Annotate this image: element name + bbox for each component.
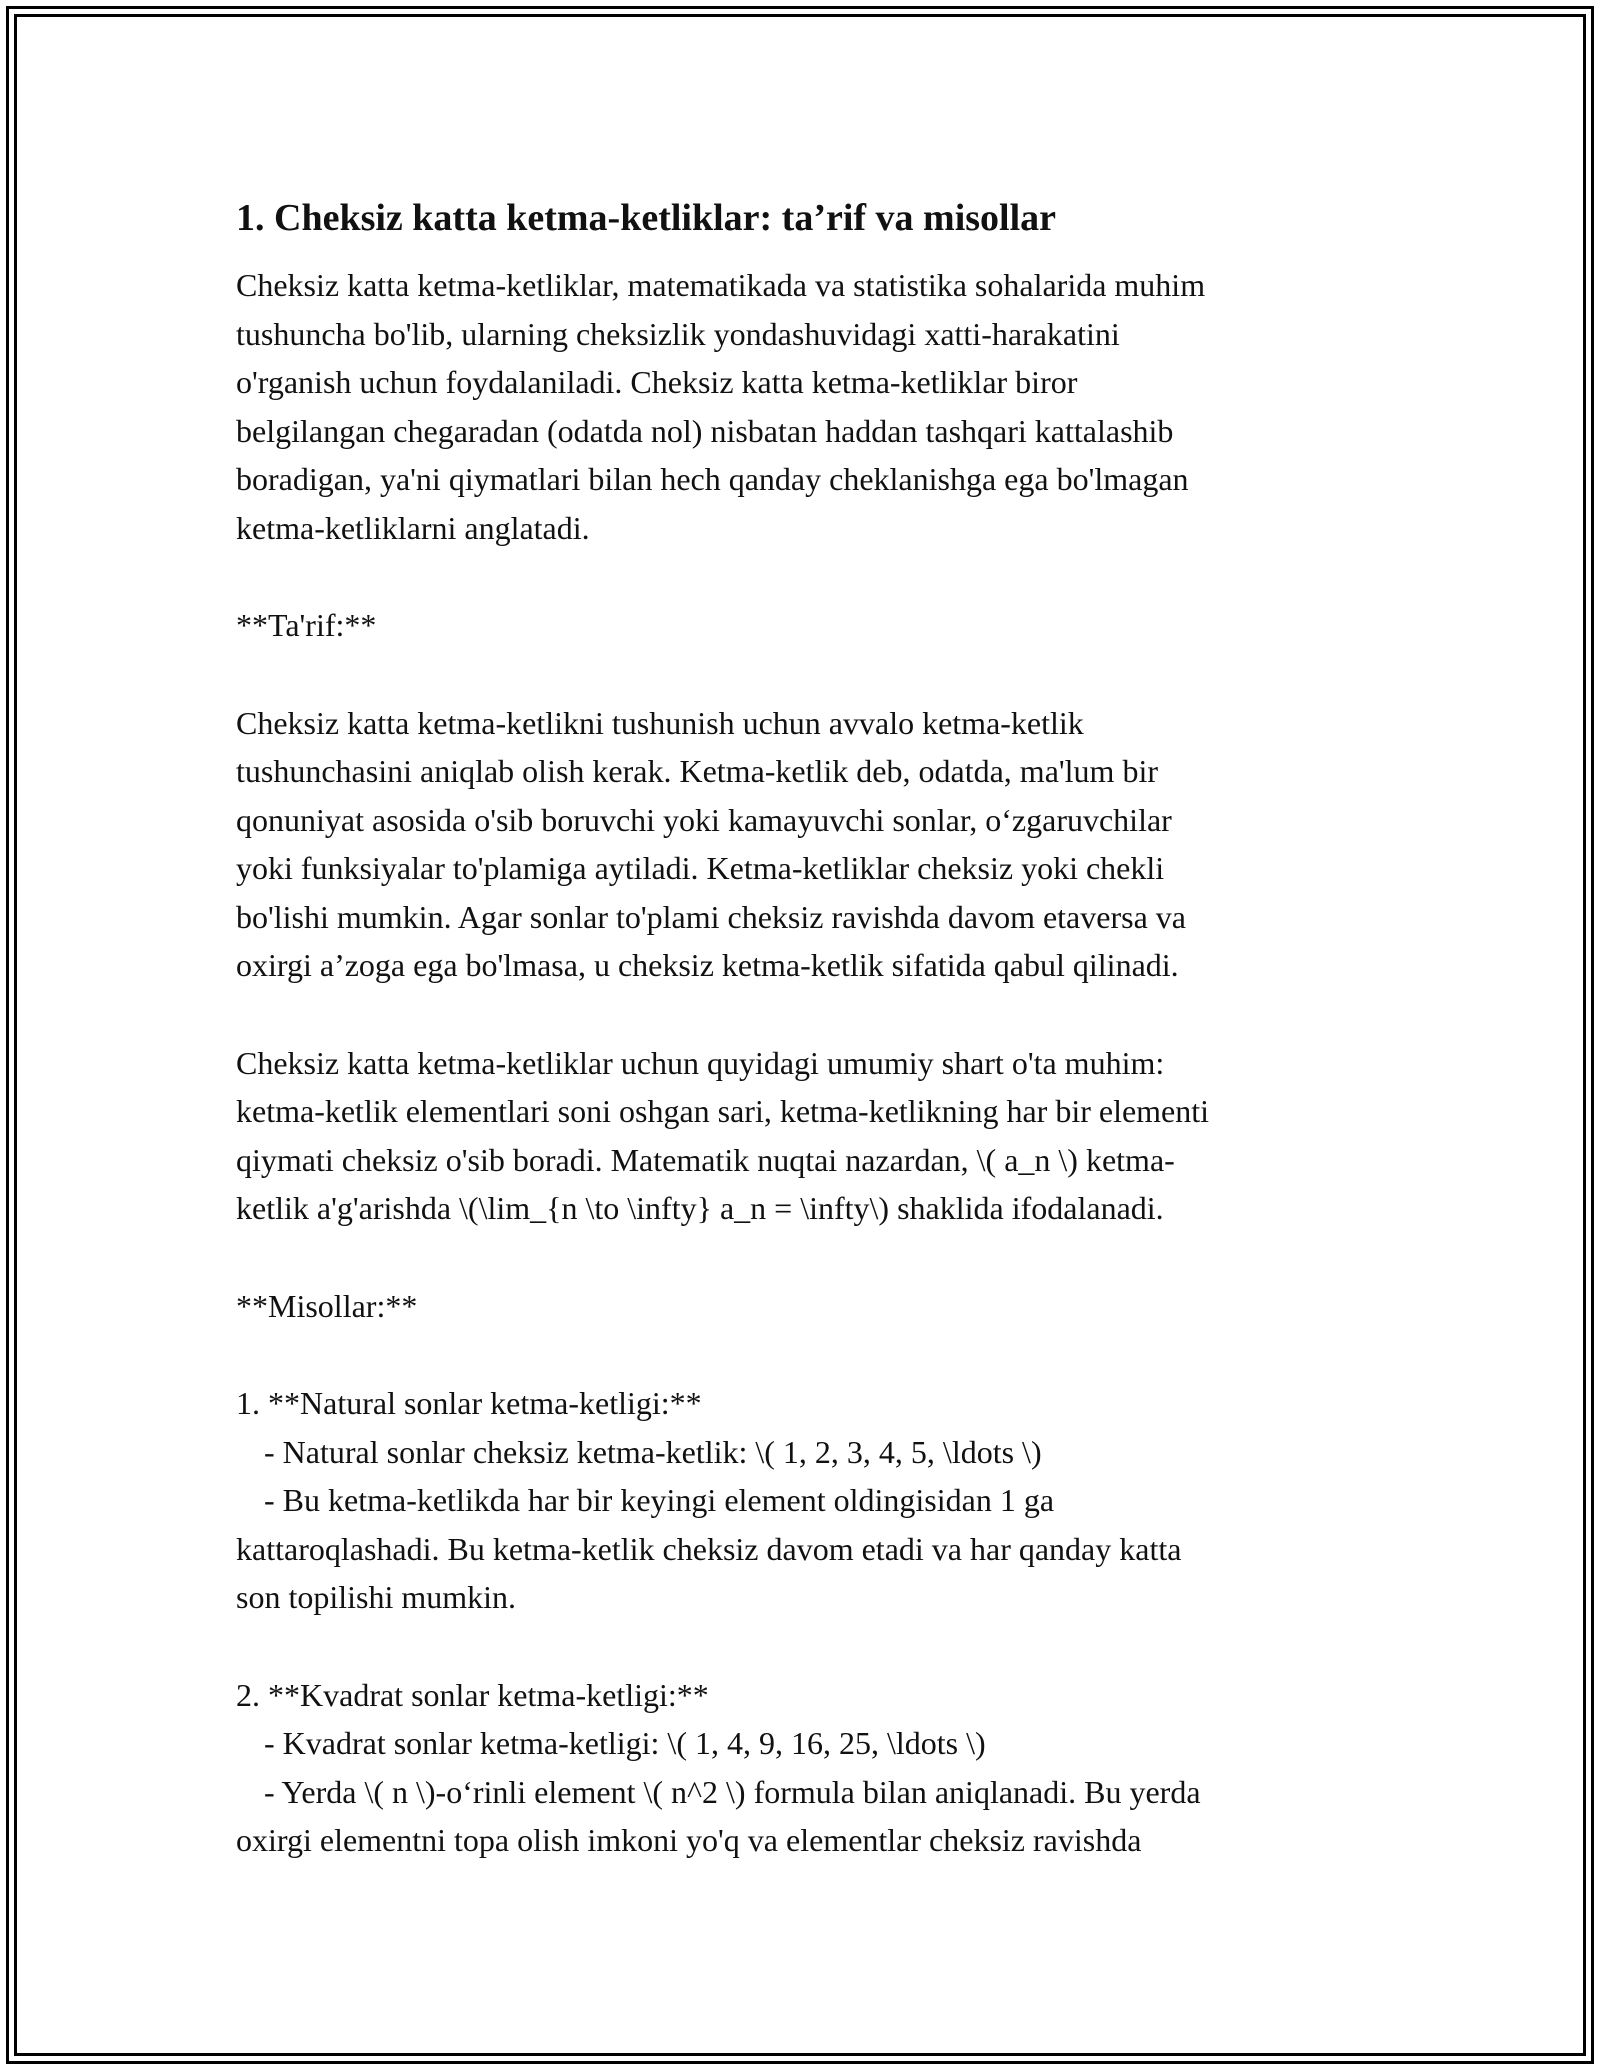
text-line: tushunchasini aniqlab olish kerak. Ketma-ketlik deb, odatda, ma'lum bir: [236, 753, 1158, 790]
text-line: yoki funksiyalar to'plamiga aytiladi. Ketma-ketliklar cheksiz yoki chekli: [236, 850, 1165, 887]
text-line: Cheksiz katta ketma-ketliklar, matematikada va statistika sohalarida muhim: [236, 267, 1206, 304]
text-line: ketma-ketlik elementlari soni oshgan sari, ketma-ketlikning har bir elementi: [236, 1093, 1210, 1130]
example-natural-numbers: [236, 1379, 1366, 1622]
text-line: qiymati cheksiz o'sib boradi. Matematik nuqtai nazardan, \( a_n \) ketma-: [236, 1141, 1175, 1178]
text-line: bo'lishi mumkin. Agar sonlar to'plami cheksiz ravishda davom etaversa va: [236, 898, 1186, 935]
examples-heading: [236, 1282, 1366, 1331]
intro-paragraph: [236, 261, 1366, 552]
list-sub-item: - Yerda \( n \)-o‘rinli element \( n^2 \) formula bilan aniqlanadi. Bu yerda: [264, 1773, 1201, 1810]
text-line: son topilishi mumkin.: [236, 1579, 517, 1616]
text-line: o'rganish uchun foydalaniladi. Cheksiz katta ketma-ketliklar biror: [236, 364, 1078, 401]
text-line: oxirgi a’zoga ega bo'lmasa, u cheksiz ketma-ketlik sifatida qabul qilinadi.: [236, 947, 1179, 984]
text-line: Cheksiz katta ketma-ketliklar uchun quyidagi umumiy shart o'ta muhim:: [236, 1044, 1165, 1081]
text-line: ketma-ketliklarni anglatadi.: [236, 509, 590, 546]
condition-paragraph: [236, 1039, 1366, 1233]
list-sub-item: - Bu ketma-ketlikda har bir keyingi element oldingisidan 1 ga: [264, 1482, 1055, 1519]
text-line: oxirgi elementni topa olish imkoni yo'q va elementlar cheksiz ravishda: [236, 1822, 1142, 1859]
definition-heading: [236, 601, 1366, 650]
section-heading: 1. Cheksiz katta ketma-ketliklar: ta’rif va misollar: [236, 197, 1057, 239]
list-item-title: 1. **Natural sonlar ketma-ketligi:**: [236, 1385, 702, 1422]
text-line: belgilangan chegaradan (odatda nol) nisbatan haddan tashqari kattalashib: [236, 412, 1174, 449]
list-sub-item: - Natural sonlar cheksiz ketma-ketlik: \( 1, 2, 3, 4, 5, \ldots \): [264, 1433, 1042, 1470]
text-line: tushuncha bo'lib, ularning cheksizlik yondashuvidagi xatti-harakatini: [236, 315, 1120, 352]
text-line: kattaroqlashadi. Bu ketma-ketlik cheksiz davom etadi va har qanday katta: [236, 1530, 1182, 1567]
text-line: qonuniyat asosida o'sib boruvchi yoki kamayuvchi sonlar, o‘zgaruvchilar: [236, 801, 1172, 838]
document-body: [236, 180, 1366, 1914]
example-square-numbers: [236, 1671, 1366, 1865]
definition-paragraph: [236, 699, 1366, 990]
text-line: **Misollar:**: [236, 1287, 418, 1324]
text-line: ketlik a'g'arishda \(\lim_{n \to \infty} a_n = \infty\) shaklida ifodalanadi.: [236, 1190, 1164, 1227]
text-line: boradigan, ya'ni qiymatlari bilan hech qanday cheklanishga ega bo'lmagan: [236, 461, 1189, 498]
text-line: **Ta'rif:**: [236, 607, 377, 644]
list-sub-item: - Kvadrat sonlar ketma-ketligi: \( 1, 4, 9, 16, 25, \ldots \): [264, 1725, 986, 1762]
text-line: Cheksiz katta ketma-ketlikni tushunish uchun avvalo ketma-ketlik: [236, 704, 1084, 741]
list-item-title: 2. **Kvadrat sonlar ketma-ketligi:**: [236, 1676, 709, 1713]
